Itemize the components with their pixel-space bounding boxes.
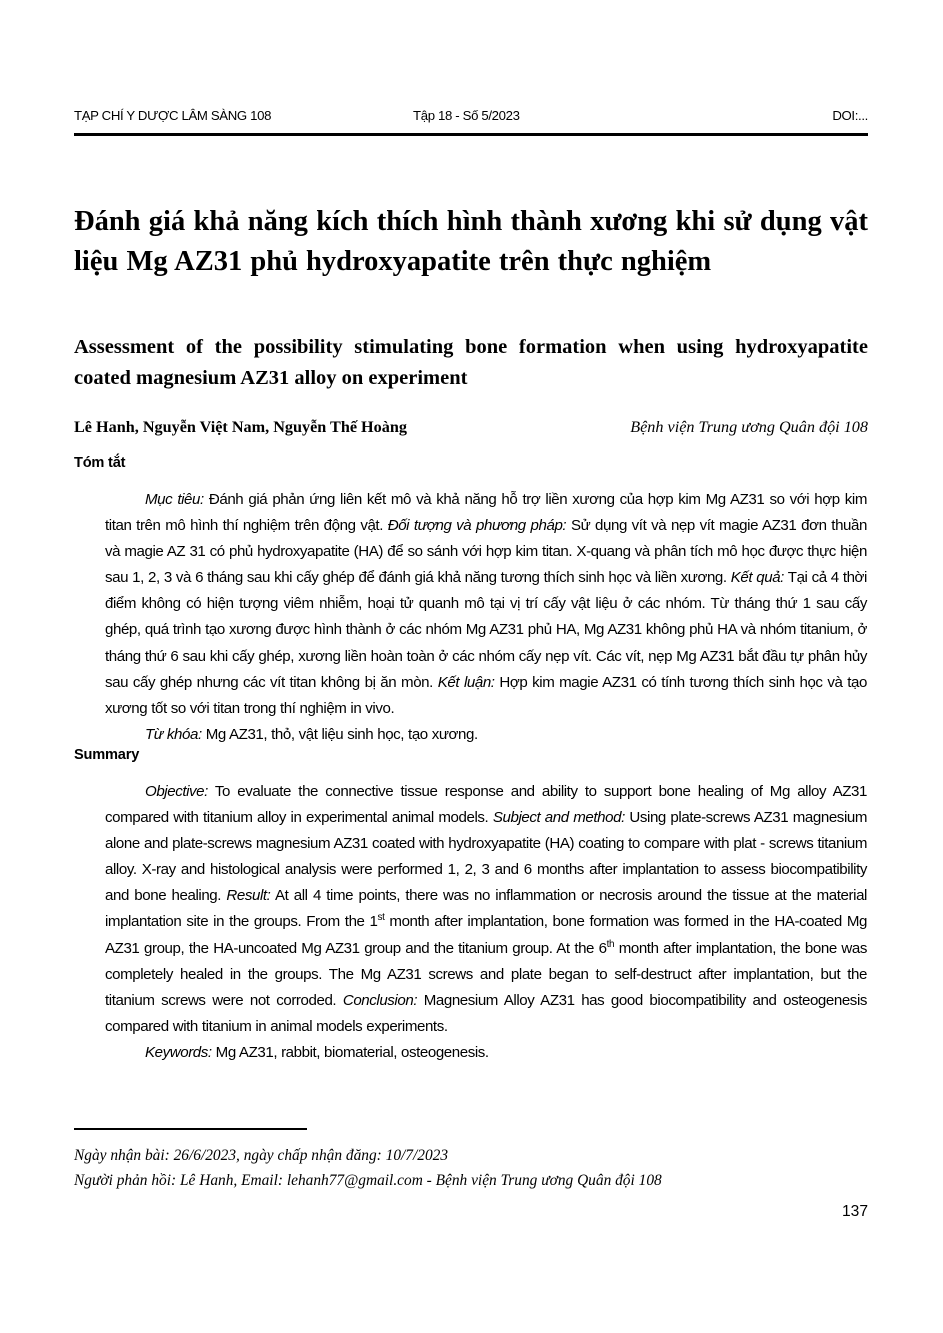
label-conclusion: Conclusion:: [342, 991, 418, 1009]
section-heading-summary: Summary: [74, 747, 140, 763]
author-affiliation-row: [74, 418, 868, 440]
received-accepted-dates: Ngày nhận bài: 26/6/2023, ngày chấp nhận đăng: 10/7/2023: [74, 1147, 449, 1164]
text-result-c: month after implantation, the bone was completely healed in the groups. The Mg AZ31 screws and plate began to self-destruct after implantation, but the titanium screws were not corroded.: [105, 939, 867, 1009]
superscript-ordinal-sixth: th: [606, 938, 615, 950]
text-result-a: At all 4 time points, there was no inflammation or necrosis around the tissue at the material implantation site in the groups. From the 1: [105, 887, 867, 931]
text-objective: To evaluate the connective tissue response and ability to support bone healing of Mg alloy AZ31 compared with titanium alloy in experimental animal models.: [105, 783, 867, 827]
text-keywords: Mg AZ31, rabbit, biomaterial, osteogenesis.: [211, 1043, 489, 1061]
text-muc-tieu: Đánh giá phản ứng liên kết mô và khả năng hỗ trợ liền xương của hợp kim Mg AZ31 so với hợp kim titan trên mô hình thí nghiệm trên động vật.: [105, 491, 867, 535]
keywords-vietnamese: [105, 722, 867, 748]
author-list: Lê Hanh, Nguyễn Việt Nam, Nguyễn Thế Hoàng: [74, 418, 407, 436]
superscript-ordinal-first: st: [377, 912, 385, 924]
text-conclusion: Magnesium Alloy AZ31 has good biocompatibility and osteogenesis compared with titanium in animal models experiments.: [105, 991, 867, 1035]
corresponding-author: Người phản hồi: Lê Hanh, Email: lehanh77@gmail.com - Bệnh viện Trung ương Quân đội 108: [74, 1172, 662, 1189]
article-title-english: Assessment of the possibility stimulating bone formation when using hydroxyapatite coated magnesium AZ31 alloy on experiment: [74, 336, 868, 389]
footnote-block: [74, 1143, 868, 1193]
label-ket-qua: Kết quả:: [730, 569, 784, 587]
label-muc-tieu: Mục tiêu:: [145, 491, 204, 508]
label-keywords: Keywords:: [145, 1043, 212, 1061]
text-doi-tuong-phuong-phap: Sử dụng vít và nẹp vít magie AZ31 đơn thuần và magie AZ 31 có phủ hydroxyapatite (HA) để so sánh với hợp kim titan. X-quang và phân tích mô học được thực hiện sau 1, 2, 3 và 6 tháng sau khi cấy ghép để đánh giá khả năng tương thích sinh học và liền xương.: [105, 517, 867, 587]
journal-name: TẠP CHÍ Y DƯỢC LÂM SÀNG 108: [74, 108, 272, 123]
text-subject-method: Using plate-screws AZ31 magnesium alone and plate-screws magnesium AZ31 coated with hydroxyapatite (HA) coating to compare with plat - screws titanium alloy. X-ray and histological analysis were performed 1, 2, 3 and 6 months after implantation to assess biocompatibility and bone healing.: [105, 809, 867, 905]
label-subject-method: Subject and method:: [492, 809, 625, 827]
page-number: 137: [841, 1203, 868, 1220]
text-ket-luan: Hợp kim magie AZ31 có tính tương thích sinh học và tạo xương tốt so với titan trong thí nghiệm in vivo.: [105, 673, 868, 717]
label-ket-luan: Kết luận:: [437, 673, 495, 691]
label-tu-khoa: Từ khóa:: [145, 725, 202, 743]
abstract-english: [105, 779, 867, 1066]
text-tu-khoa: Mg AZ31, thỏ, vật liệu sinh học, tạo xương.: [201, 725, 478, 743]
text-result-b: month after implantation, bone formation was formed in the HA-coated Mg AZ31 group, the HA-uncoated Mg AZ31 group and the titanium group. At the 6: [105, 913, 867, 957]
text-ket-qua: Tại cả 4 thời điểm không có hiện tượng viêm nhiễm, hoại tử quanh mô tại vị trí cấy vật liệu ở các nhóm. Từ tháng thứ 1 sau cấy ghép, quá trình tạo xương được hình thành ở các nhóm Mg AZ31 phủ HA, Mg AZ31 không phủ HA và nhóm titanium, ở tháng thứ 6 sau khi cấy ghép, xương liền hoàn toàn ở các nhóm cấy nẹp vít. Các vít, nẹp Mg AZ31 bắt đầu tự phân hủy sau cấy ghép nhưng các vít titan không bị ăn mòn.: [105, 569, 867, 691]
running-head: [74, 108, 868, 128]
label-result: Result:: [226, 887, 271, 905]
doi-label: DOI:...: [832, 108, 868, 123]
footnote-divider: [74, 1128, 307, 1130]
article-title-vietnamese: Đánh giá khả năng kích thích hình thành xương khi sử dụng vật liệu Mg AZ31 phủ hydroxyapatite trên thực nghiệm: [74, 206, 868, 278]
abstract-vi-body: [105, 487, 867, 722]
abstract-en-body: [105, 779, 867, 1040]
volume-issue: Tập 18 - Số 5/2023: [413, 108, 520, 123]
label-objective: Objective:: [145, 783, 208, 800]
affiliation: Bệnh viện Trung ương Quân đội 108: [630, 418, 868, 436]
header-divider: [74, 133, 868, 136]
label-doi-tuong-phuong-phap: Đối tượng và phương pháp:: [387, 517, 567, 535]
abstract-vietnamese: [105, 487, 867, 748]
section-heading-tomtat: Tóm tắt: [74, 455, 126, 471]
keywords-english: [105, 1040, 867, 1066]
